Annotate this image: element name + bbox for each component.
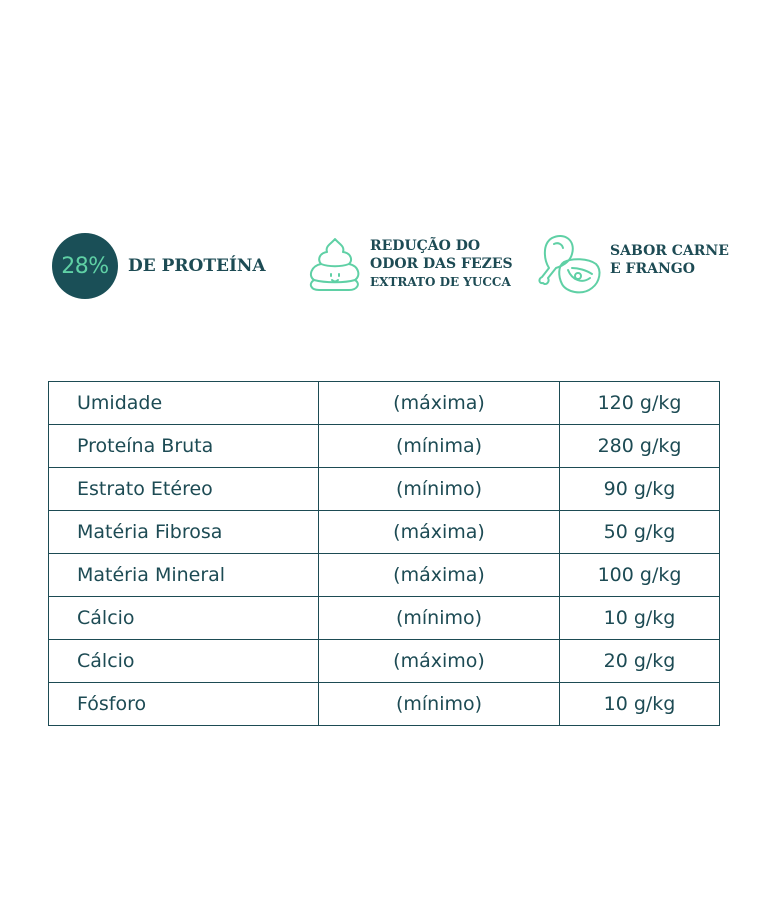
nutrient-name: Estrato Etéreo <box>49 468 319 511</box>
flavor-line-1: SABOR CARNE <box>610 243 729 259</box>
flavor-line-2: E FRANGO <box>610 261 695 277</box>
nutrient-qualifier: (máxima) <box>319 511 560 554</box>
nutrient-qualifier: (máxima) <box>319 554 560 597</box>
nutrient-qualifier: (máxima) <box>319 382 560 425</box>
protein-badge <box>52 233 266 299</box>
nutrient-value: 10 g/kg <box>560 683 720 726</box>
table-row <box>49 683 720 726</box>
nutrition-table <box>48 381 720 726</box>
nutrient-name: Matéria Fibrosa <box>49 511 319 554</box>
table-row <box>49 554 720 597</box>
odor-line-3: EXTRATO DE YUCCA <box>370 275 511 289</box>
nutrient-qualifier: (mínimo) <box>319 597 560 640</box>
nutrient-qualifier: (mínimo) <box>319 683 560 726</box>
nutrient-name: Cálcio <box>49 597 319 640</box>
odor-line-1: REDUÇÃO DO <box>370 238 481 254</box>
nutrient-value: 120 g/kg <box>560 382 720 425</box>
meat-chicken-icon <box>538 232 602 298</box>
table-row <box>49 640 720 683</box>
table-row <box>49 382 720 425</box>
nutrient-value: 50 g/kg <box>560 511 720 554</box>
nutrient-value: 90 g/kg <box>560 468 720 511</box>
nutrient-name: Cálcio <box>49 640 319 683</box>
nutrient-value: 10 g/kg <box>560 597 720 640</box>
nutrient-value: 280 g/kg <box>560 425 720 468</box>
nutrient-qualifier: (mínima) <box>319 425 560 468</box>
flavor-text <box>610 242 729 278</box>
odor-text <box>370 237 513 291</box>
feature-badges <box>0 232 765 302</box>
table-row <box>49 511 720 554</box>
nutrient-name: Proteína Bruta <box>49 425 319 468</box>
nutrient-value: 100 g/kg <box>560 554 720 597</box>
flavor-badge <box>538 232 729 298</box>
poop-icon <box>305 236 365 292</box>
nutrient-qualifier: (mínimo) <box>319 468 560 511</box>
nutrient-name: Matéria Mineral <box>49 554 319 597</box>
nutrient-value: 20 g/kg <box>560 640 720 683</box>
table-row <box>49 597 720 640</box>
table-row <box>49 425 720 468</box>
nutrient-name: Fósforo <box>49 683 319 726</box>
protein-label: DE PROTEÍNA <box>128 256 266 276</box>
protein-percent-circle: 28% <box>52 233 118 299</box>
nutrient-name: Umidade <box>49 382 319 425</box>
table-row <box>49 468 720 511</box>
odor-badge <box>305 236 513 292</box>
odor-line-2: ODOR DAS FEZES <box>370 256 513 272</box>
nutrient-qualifier: (máximo) <box>319 640 560 683</box>
